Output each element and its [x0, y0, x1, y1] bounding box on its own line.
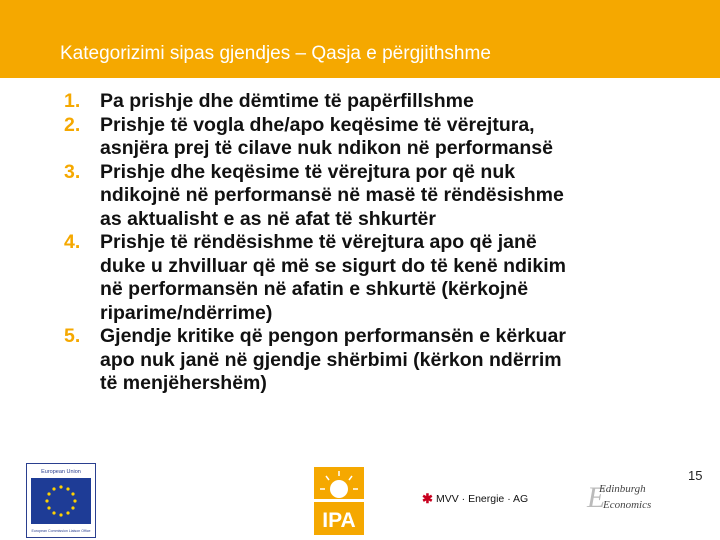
list-item	[64, 231, 694, 325]
item-text-line: Prishje dhe keqësime të vërejtura por që nuk	[100, 160, 516, 183]
item-text-line: asnjëra prej të cilave nuk ndikon në performansë	[100, 137, 553, 159]
ipa-logo	[314, 467, 364, 535]
list-item	[64, 161, 694, 232]
list-item	[64, 114, 694, 161]
item-text-line: as aktualisht e as në afat të shkurtër	[100, 207, 436, 230]
item-number: 1.	[64, 90, 81, 112]
ipa-logo-text: IPA	[322, 509, 356, 532]
svg-text:✱: ✱	[422, 491, 433, 506]
edinburgh-logo-line2: Economics	[603, 499, 652, 511]
item-number: 3.	[64, 160, 81, 183]
item-text-line: riparime/ndërrime)	[100, 301, 273, 324]
item-text-line: të menjëhershëm)	[100, 372, 267, 394]
slide-title: Kategorizimi sipas gjendjes – Qasja e përgjithshme	[60, 43, 491, 64]
edinburgh-economics-logo	[585, 477, 665, 517]
item-text-line: Prishje të rëndësishme të vërejtura apo që janë	[100, 231, 537, 253]
item-number: 4.	[64, 231, 81, 253]
item-text-line: Gjendje kritike që pengon performansën e kërkuar	[100, 325, 566, 347]
mvv-logo-text: MVV · Energie · AG	[436, 493, 529, 505]
eu-logo-bottom-text: European Commission Liaison Office	[31, 529, 91, 533]
edinburgh-logo-line1: Edinburgh	[599, 483, 646, 495]
item-text-line: ndikojnë në performansë në masë të rëndësishme	[100, 184, 564, 206]
eu-logo-top-text: European Union	[41, 469, 81, 475]
item-text-line: Pa prishje dhe dëmtime të papërfillshme	[100, 90, 474, 112]
condition-category-list	[64, 90, 694, 396]
mvv-energie-logo	[422, 487, 532, 509]
slide-number: 15	[688, 468, 703, 483]
item-number: 5.	[64, 325, 81, 347]
item-text-line: në performansën në afatin e shkurtë (kërkojnë	[100, 278, 529, 300]
eu-flag-logo	[26, 463, 96, 538]
item-text-line: duke u zhvilluar që më se sigurt do të kenë ndikim	[100, 254, 566, 277]
list-item	[64, 90, 694, 114]
list-item	[64, 325, 694, 396]
item-number: 2.	[64, 113, 81, 136]
item-text-line: apo nuk janë në gjendje shërbimi (kërkon ndërrim	[100, 348, 562, 371]
title-bar	[0, 0, 720, 78]
partner-logos	[0, 455, 720, 540]
svg-text:E: E	[587, 481, 606, 514]
item-text-line: Prishje të vogla dhe/apo keqësime të vërejtura,	[100, 113, 535, 136]
